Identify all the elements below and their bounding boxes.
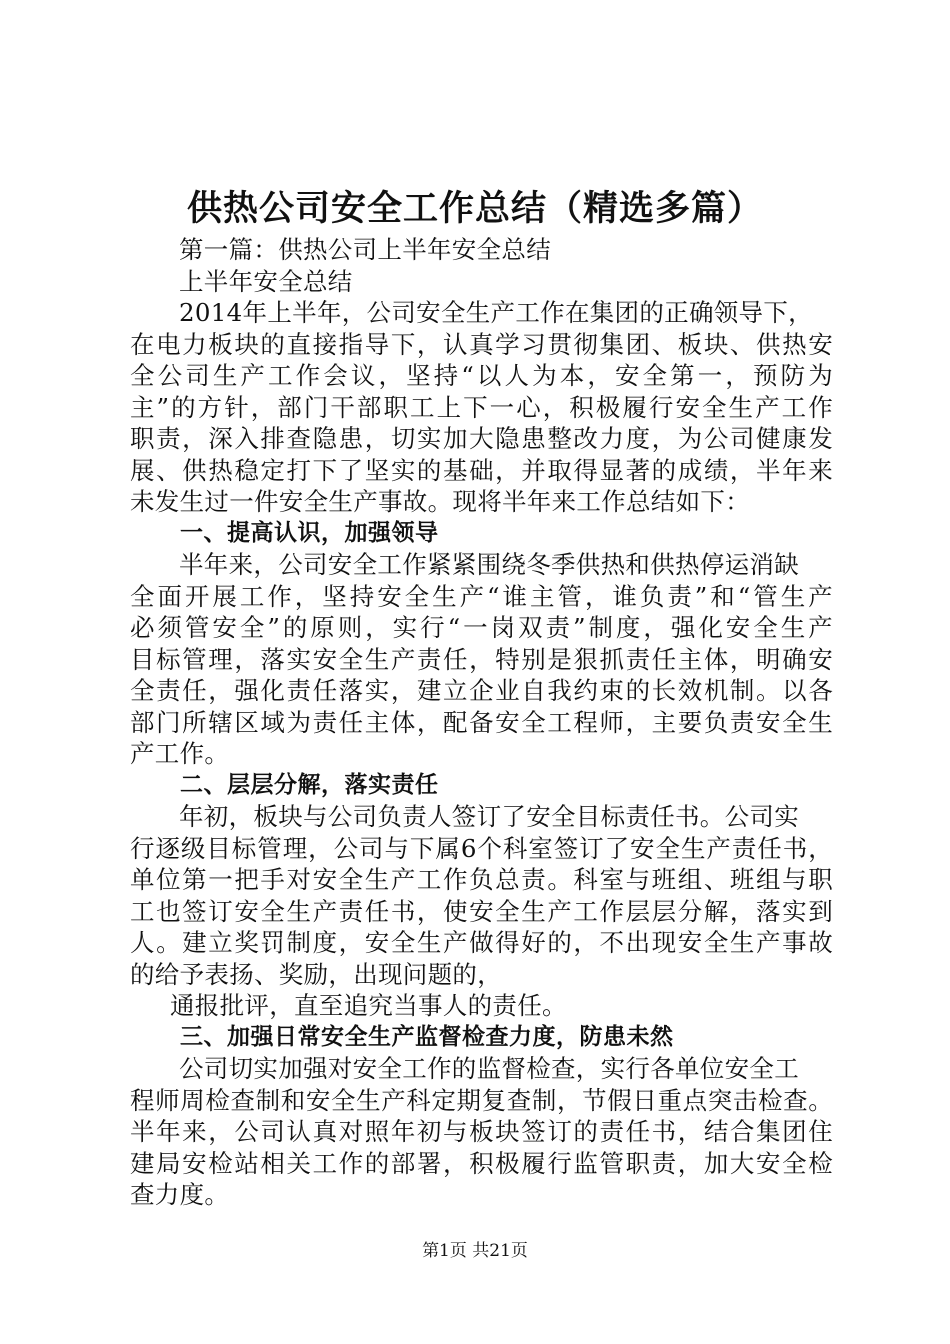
body-line: 行逐级目标管理，公司与下属6个科室签订了安全生产责任书， bbox=[130, 833, 834, 863]
body-line: 半年来，公司安全工作紧紧围绕冬季供热和供热停运消缺 bbox=[179, 550, 799, 579]
body-line: 展、供热稳定打下了坚实的基础，并取得显著的成绩，半年来 bbox=[130, 455, 833, 485]
body-line: 目标管理，落实安全生产责任，特别是狠抓责任主体，明确安 bbox=[130, 644, 833, 674]
body-line: 全面开展工作，坚持安全生产“谁主管，谁负责”和“管生产 bbox=[130, 581, 833, 611]
body-line: 2014年上半年，公司安全生产工作在集团的正确领导下， bbox=[179, 298, 813, 327]
body-line: 未发生过一件安全生产事故。现将半年来工作总结如下： bbox=[130, 487, 750, 516]
section-heading: 一、提高认识，加强领导 bbox=[180, 519, 439, 546]
body-line: 产工作。 bbox=[130, 739, 230, 768]
body-line: 全责任，强化责任落实，建立企业自我约束的长效机制。以各 bbox=[130, 676, 833, 705]
body-line: 上半年安全总结 bbox=[179, 266, 353, 296]
body-line: 年初，板块与公司负责人签订了安全目标责任书。公司实 bbox=[179, 802, 799, 831]
body-line: 职责，深入排查隐患，切实加大隐患整改力度，为公司健康发 bbox=[130, 424, 833, 453]
body-line: 全公司生产工作会议，坚持“以人为本，安全第一，预防为 bbox=[130, 361, 833, 390]
body-line: 主”的方针，部门干部职工上下一心，积极履行安全生产工作 bbox=[130, 392, 833, 422]
body-line: 程师周检查制和安全生产科定期复查制，节假日重点突击检查。 bbox=[130, 1085, 833, 1115]
body-line: 必须管安全”的原则，实行“一岗双责”制度，强化安全生产 bbox=[130, 613, 833, 642]
page-footer: 第1页 共21页 bbox=[422, 1241, 528, 1261]
body-line: 人。建立奖罚制度，安全生产做得好的，不出现安全生产事故 bbox=[130, 928, 833, 957]
section-heading: 二、层层分解，落实责任 bbox=[180, 771, 439, 798]
body-line: 的给予表扬、奖励，出现问题的， bbox=[130, 959, 502, 989]
document-title: 供热公司安全工作总结（精选多篇） bbox=[186, 189, 763, 229]
body-line: 工也签订安全生产责任书，使安全生产工作层层分解，落实到 bbox=[130, 896, 833, 926]
document-body bbox=[130, 234, 833, 1211]
body-line: 部门所辖区域为责任主体，配备安全工程师，主要负责安全生 bbox=[130, 707, 833, 737]
section-heading: 三、加强日常安全生产监督检查力度，防患未然 bbox=[180, 1023, 674, 1050]
body-line: 建局安检站相关工作的部署，积极履行监管职责，加大安全检 bbox=[130, 1148, 833, 1178]
body-line: 公司切实加强对安全工作的监督检查，实行各单位安全工 bbox=[179, 1054, 799, 1083]
body-line: 半年来，公司认真对照年初与板块签订的责任书，结合集团住 bbox=[130, 1117, 833, 1146]
body-line: 通报批评，直至追究当事人的责任。 bbox=[170, 991, 567, 1020]
body-line: 查力度。 bbox=[130, 1180, 230, 1209]
body-line: 在电力板块的直接指导下，认真学习贯彻集团、板块、供热安 bbox=[130, 329, 833, 359]
body-line: 第一篇：供热公司上半年安全总结 bbox=[179, 235, 551, 264]
body-line: 单位第一把手对安全生产工作负总责。科室与班组、班组与职 bbox=[130, 865, 833, 894]
